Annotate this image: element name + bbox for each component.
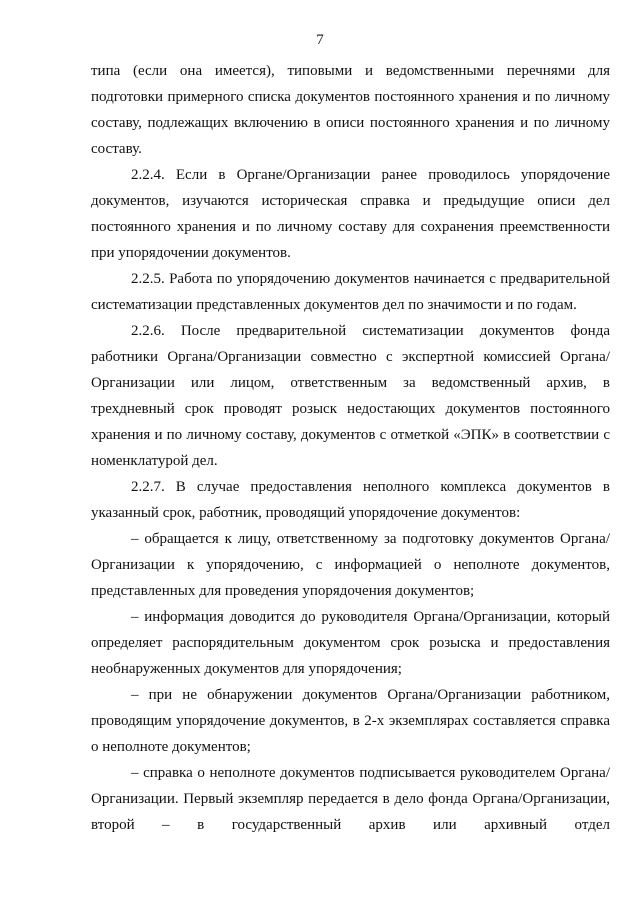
- page-number: 7: [316, 32, 324, 48]
- document-body: [91, 58, 610, 838]
- paragraph-2-2-5: 2.2.5. Работа по упорядочению документов начинается с предварительной систематизации представленных документов дел по значимости и по годам.: [91, 271, 610, 313]
- paragraph-continuation: типа (если она имеется), типовыми и ведомственными перечнями для подготовки примерного списка документов постоянного хранения и по личному составу, подлежащих включению в описи постоянного хранения и по личному составу.: [91, 63, 610, 157]
- list-item-contact: – обращается к лицу, ответственному за подготовку документов Органа/Организации к упорядочению, с информацией о неполноте документов, представленных для проведения упорядочения документов;: [91, 531, 610, 599]
- list-item-signing: – справка о неполноте документов подписывается руководителем Органа/Организации. Первый экземпляр передается в дело фонда Органа/Организации, второй – в государственный архив или архивный отдел: [91, 765, 610, 833]
- paragraph-2-2-7: 2.2.7. В случае предоставления неполного комплекса документов в указанный срок, работник, проводящий упорядочение документов:: [91, 479, 610, 521]
- paragraph-2-2-4: 2.2.4. Если в Органе/Организации ранее проводилось упорядочение документов, изучаются историческая справка и предыдущие описи дел постоянного хранения и по личному составу для сохранения преемственности при упорядочении документов.: [91, 167, 610, 261]
- paragraph-2-2-6: 2.2.6. После предварительной систематизации документов фонда работники Органа/Организации совместно с экспертной комиссией Органа/Организации или лицом, ответственным за ведомственный архив, в трехдневный срок проводят розыск недостающих документов постоянного хранения и по личному составу, документов с отметкой «ЭПК» в соответствии с номенклатурой дел.: [91, 323, 610, 469]
- list-item-certificate: – при не обнаружении документов Органа/Организации работником, проводящим упорядочение документов, в 2-х экземплярах составляется справка о неполноте документов;: [91, 687, 610, 755]
- list-item-inform-head: – информация доводится до руководителя Органа/Организации, который определяет распорядительным документом срок розыска и предоставления необнаруженных документов для упорядочения;: [91, 609, 610, 677]
